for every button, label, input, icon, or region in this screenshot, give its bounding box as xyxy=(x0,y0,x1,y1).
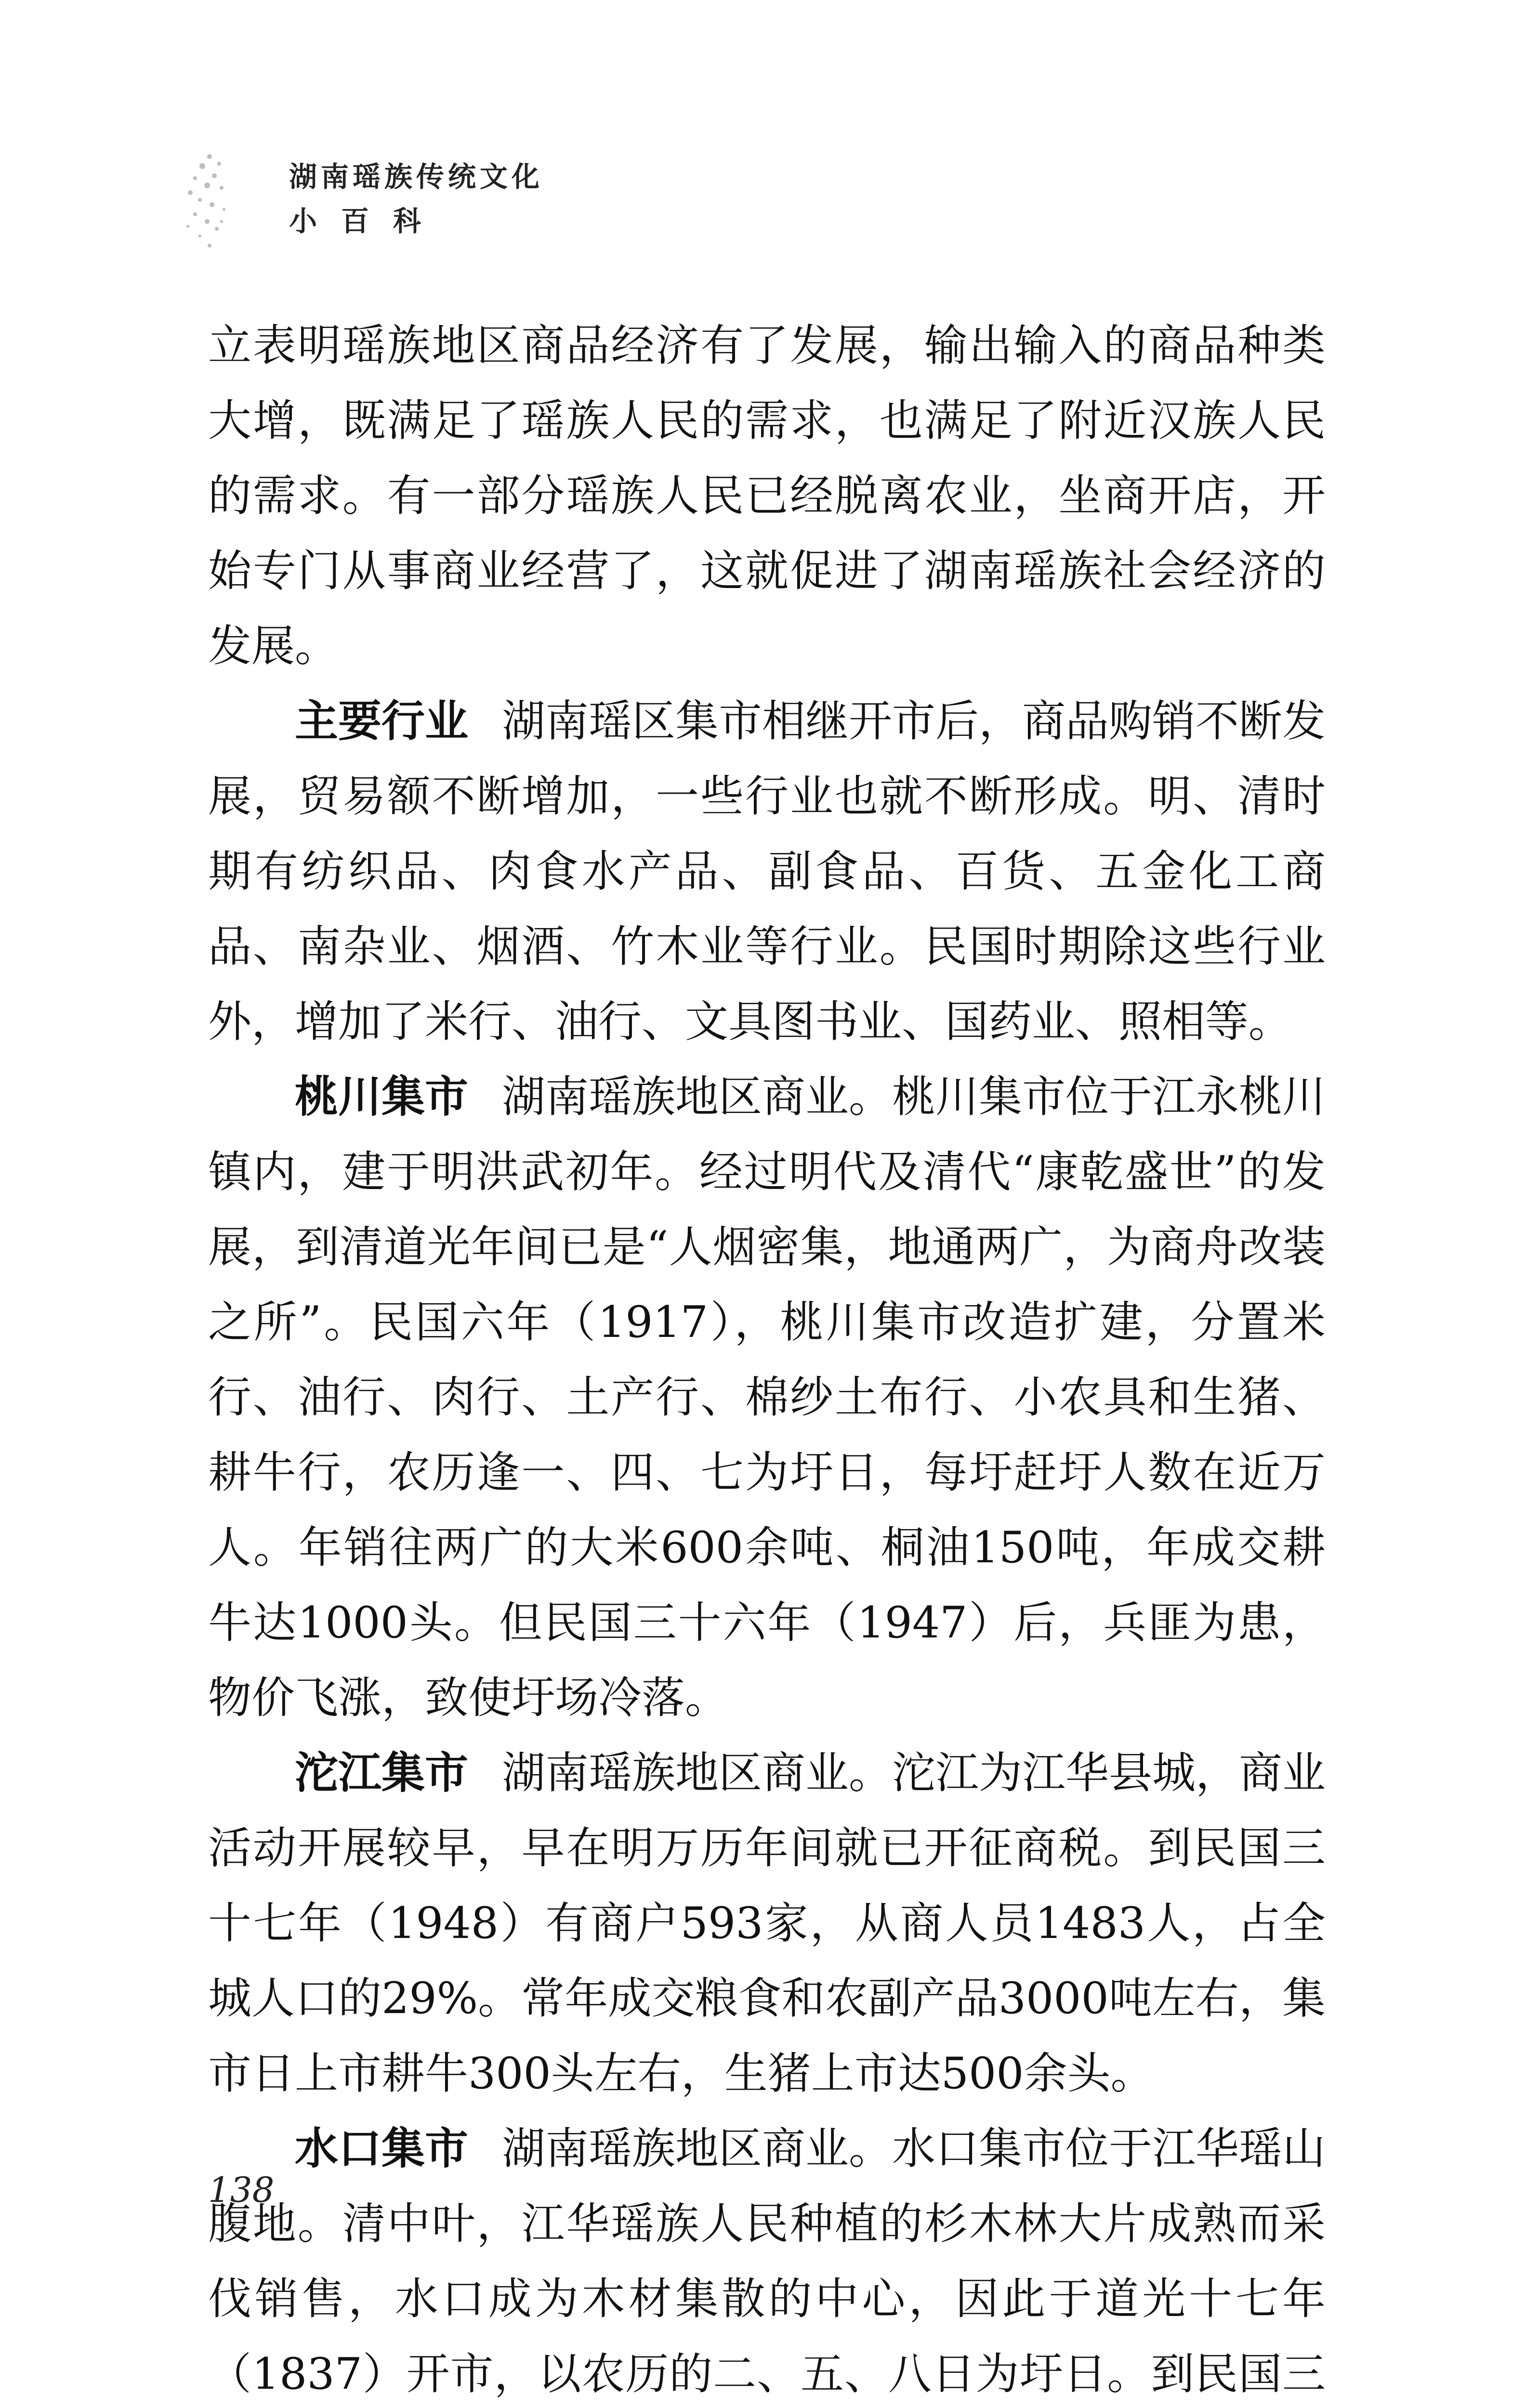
entry-title: 桃川集市 xyxy=(295,1072,468,1122)
body-text xyxy=(208,308,1326,2408)
series-title: 湖南瑶族传统文化 xyxy=(289,160,544,193)
page-number: 138 xyxy=(208,2170,275,2210)
paragraph-text: 立表明瑶族地区商品经济有了发展，输出输入的商品种类大增，既满足了瑶族人民的需求，也满足了附近汉族人民的需求。有一部分瑶族人民已经脱离农业，坐商开店，开始专门从事商业经营了，这就促进了湖南瑶族社会经济的发展。 xyxy=(208,320,1326,671)
entry-title: 主要行业 xyxy=(295,696,468,746)
ornament-icon xyxy=(181,149,234,255)
entry-text: 湖南瑶族地区商业。桃川集市位于江永桃川镇内，建于明洪武初年。经过明代及清代“康乾盛世”的发展，到清道光年间已是“人烟密集，地通两广，为商舟改装之所”。民国六年（1917），桃川集市改造扩建，分置米行、油行、肉行、土产行、棉纱土布行、小农具和生猪、耕牛行，农历逢一、四、七为圩日，每圩赶圩人数在近万人。年销往两广的大米600余吨、桐油150吨，年成交耕牛达1000头。但民国三十六年（1947）后，兵匪为患，物价飞涨，致使圩场冷落。 xyxy=(208,1072,1326,1723)
paragraph xyxy=(208,308,1326,684)
entry-text: 湖南瑶区集市相继开市后，商品购销不断发展，贸易额不断增加，一些行业也就不断形成。明、清时期有纺织品、肉食水产品、副食品、百货、五金化工商品、南杂业、烟酒、竹木业等行业。民国时期除这些行业外，增加了米行、油行、文具图书业、国药业、照相等。 xyxy=(208,696,1326,1047)
entry xyxy=(208,684,1326,1060)
entry-title: 沱江集市 xyxy=(295,1748,468,1798)
entry-text: 湖南瑶族地区商业。沱江为江华县城，商业活动开展较早，早在明万历年间就已开征商税。到民国三十七年（1948）有商户593家，从商人员1483人，占全城人口的29%。常年成交粮食和农副产品3000吨左右，集市日上市耕牛300头左右，生猪上市达500余头。 xyxy=(208,1748,1326,2099)
entry-text: 湖南瑶族地区商业。水口集市位于江华瑶山腹地。清中叶，江华瑶族人民种植的杉木林大片成熟而采伐销售，水口成为木材集散的中心，因此于道光十七年（1837）开市，以农历的二、五、八日为圩日。到民国三 xyxy=(208,2123,1326,2399)
entry xyxy=(208,1736,1326,2111)
entry xyxy=(208,1060,1326,1736)
entry-title: 水口集市 xyxy=(295,2123,468,2174)
entry xyxy=(208,2111,1326,2408)
series-subtitle: 小百科 xyxy=(289,205,446,237)
